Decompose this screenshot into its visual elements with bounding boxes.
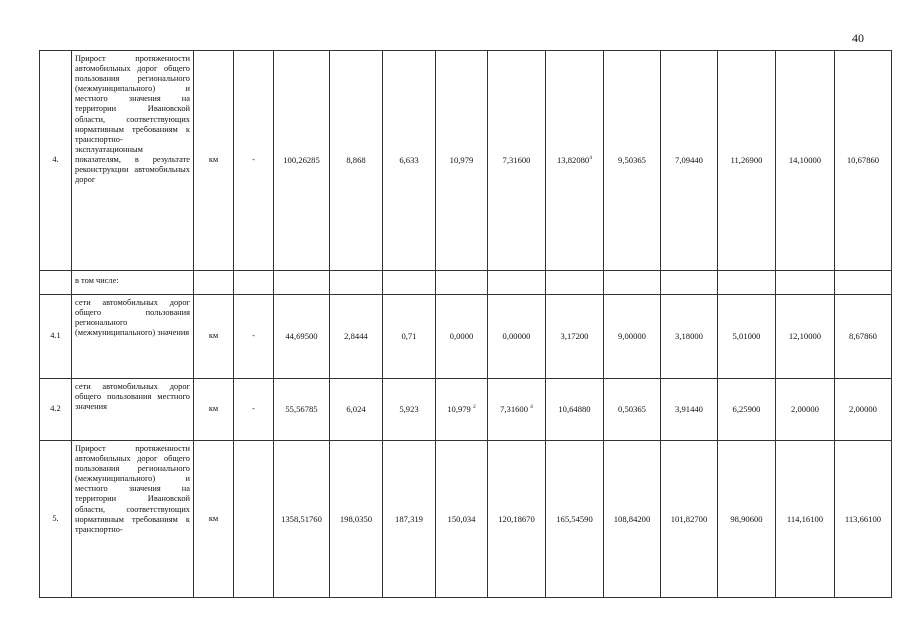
value-cell: 9,50365 — [604, 51, 661, 271]
value-cell: 7,31600 — [488, 51, 546, 271]
value-cell: 10,64880 — [546, 379, 604, 441]
row-description: сети автомобильных дорог общего пользования регионального (межмуниципального) значения — [72, 295, 194, 379]
value-cell: 165,54590 — [546, 441, 604, 598]
empty-cell — [436, 271, 488, 295]
value-cell: 10,67860 — [835, 51, 892, 271]
table-row — [40, 271, 892, 295]
value-cell: 14,10000 — [776, 51, 835, 271]
row-index: 5. — [40, 441, 72, 598]
value-cell: 5,923 — [383, 379, 436, 441]
value-cell: 150,034 — [436, 441, 488, 598]
value-cell: 114,16100 — [776, 441, 835, 598]
row-base-value: - — [234, 51, 274, 271]
empty-cell — [40, 271, 72, 295]
value-cell: 9,00000 — [604, 295, 661, 379]
row-description: Прирост протяженности автомобильных дорог общего пользования регионального (межмуниципального) и местного значения на территории Ивановской области, соответствующих нормативным требованиям к транспортно-эксплуатационным показателям, в результате реконструкции автомобильных дорог — [72, 51, 194, 271]
value-cell: 7,31600 $^4$ — [488, 379, 546, 441]
subheading: в том числе: — [72, 271, 194, 295]
value-cell: 8,868 — [330, 51, 383, 271]
value-cell: 55,56785 — [274, 379, 330, 441]
row-unit: км — [194, 379, 234, 441]
value-cell: 44,69500 — [274, 295, 330, 379]
row-base-value: - — [234, 379, 274, 441]
value-cell: 0,50365 — [604, 379, 661, 441]
value-cell: 2,00000 — [835, 379, 892, 441]
empty-cell — [194, 271, 234, 295]
row-unit: км — [194, 51, 234, 271]
value-cell: 10,979 $^2$ — [436, 379, 488, 441]
empty-cell — [330, 271, 383, 295]
footnote-marker: 2 — [473, 404, 476, 411]
empty-cell — [234, 271, 274, 295]
row-description: сети автомобильных дорог общего пользования местного значения — [72, 379, 194, 441]
value-cell: 108,84200 — [604, 441, 661, 598]
value-cell: 3,17200 — [546, 295, 604, 379]
table-row — [40, 295, 892, 379]
value-cell: 2,00000 — [776, 379, 835, 441]
value-cell: 7,09440 — [661, 51, 718, 271]
value-cell: 100,26285 — [274, 51, 330, 271]
value-cell: 6,25900 — [718, 379, 776, 441]
value-cell: 10,979 — [436, 51, 488, 271]
value-cell: 2,8444 — [330, 295, 383, 379]
empty-cell — [546, 271, 604, 295]
value-cell: 3,91440 — [661, 379, 718, 441]
table-row — [40, 51, 892, 271]
empty-cell — [776, 271, 835, 295]
empty-cell — [835, 271, 892, 295]
value-cell: 12,10000 — [776, 295, 835, 379]
value-cell: 6,633 — [383, 51, 436, 271]
value-cell: 120,18670 — [488, 441, 546, 598]
row-base-value: - — [234, 295, 274, 379]
empty-cell — [661, 271, 718, 295]
value-cell: 187,319 — [383, 441, 436, 598]
empty-cell — [383, 271, 436, 295]
value-cell: 101,82700 — [661, 441, 718, 598]
table-row — [40, 379, 892, 441]
row-index: 4.2 — [40, 379, 72, 441]
table-row — [40, 441, 892, 598]
page-number: 40 — [852, 31, 864, 45]
indicators-table — [39, 50, 892, 598]
value-cell: 6,024 — [330, 379, 383, 441]
row-index: 4. — [40, 51, 72, 271]
row-unit: км — [194, 295, 234, 379]
value-cell: 1358,51760 — [274, 441, 330, 598]
empty-cell — [718, 271, 776, 295]
empty-cell — [274, 271, 330, 295]
value-cell: 13,82080$^4$ — [546, 51, 604, 271]
value-cell: 5,01000 — [718, 295, 776, 379]
value-cell: 198,0350 — [330, 441, 383, 598]
value-cell: 3,18000 — [661, 295, 718, 379]
empty-cell — [604, 271, 661, 295]
value-cell: 113,66100 — [835, 441, 892, 598]
footnote-marker: 4 — [530, 404, 533, 411]
row-description: Прирост протяженности автомобильных дорог общего пользования регионального (межмуниципального) и местного значения на территории Ивановской области, соответствующих нормативным требованиям к транспортно- — [72, 441, 194, 598]
empty-cell — [488, 271, 546, 295]
row-index: 4.1 — [40, 295, 72, 379]
value-cell: 98,90600 — [718, 441, 776, 598]
row-base-value — [234, 441, 274, 598]
row-unit: км — [194, 441, 234, 598]
value-cell: 11,26900 — [718, 51, 776, 271]
value-cell: 8,67860 — [835, 295, 892, 379]
footnote-marker: 4 — [589, 155, 592, 162]
value-cell: 0,0000 — [436, 295, 488, 379]
value-cell: 0,71 — [383, 295, 436, 379]
value-cell: 0,00000 — [488, 295, 546, 379]
